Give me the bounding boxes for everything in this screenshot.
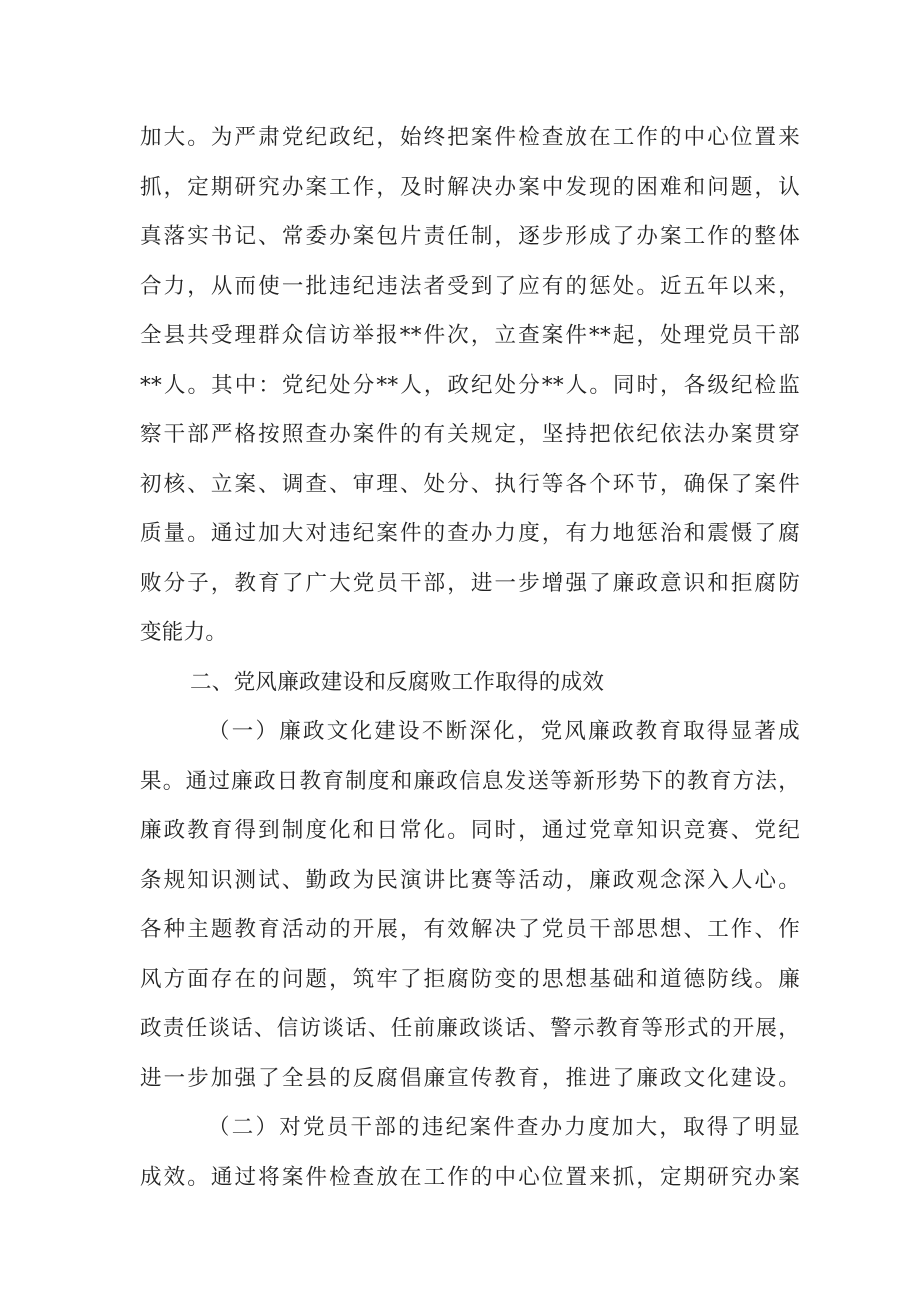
text-line: 政责任谈话、信访谈话、任前廉政谈话、警示教育等形式的开展， bbox=[140, 1016, 800, 1041]
text-line: 真落实书记、常委办案包片责任制，逐步形成了办案工作的整体 bbox=[140, 224, 800, 249]
paragraph-integrity-culture bbox=[140, 707, 800, 1103]
text-line: 条规知识测试、勤政为民演讲比赛等活动，廉政观念深入人心。 bbox=[140, 867, 800, 893]
paragraph-case-investigation bbox=[140, 113, 800, 658]
text-line: 果。通过廉政日教育制度和廉政信息发送等新形势下的教育方法， bbox=[140, 768, 800, 794]
text-line: **人。其中：党纪处分**人，政纪处分**人。同时，各级纪检监 bbox=[140, 372, 800, 398]
document-body bbox=[140, 113, 800, 1202]
text-line: 质量。通过加大对违纪案件的查办力度，有力地惩治和震慑了腐 bbox=[140, 521, 800, 546]
text-line: 廉政教育得到制度化和日常化。同时，通过党章知识竞赛、党纪 bbox=[140, 818, 800, 843]
paragraph-case-handling bbox=[140, 1103, 800, 1202]
text-line: （二）对党员干部的违纪案件查办力度加大，取得了明显 bbox=[208, 1115, 800, 1140]
text-line: 风方面存在的问题，筑牢了拒腐防变的思想基础和道德防线。廉 bbox=[140, 966, 800, 992]
text-line: 加大。为严肃党纪政纪，始终把案件检查放在工作的中心位置来 bbox=[140, 125, 800, 150]
text-line: 各种主题教育活动的开展，有效解决了党员干部思想、工作、作 bbox=[140, 917, 800, 942]
text-line: 成效。通过将案件检查放在工作的中心位置来抓，定期研究办案 bbox=[140, 1164, 800, 1190]
text-line: 全县共受理群众信访举报**件次，立查案件**起，处理党员干部 bbox=[140, 323, 800, 348]
text-line: 初核、立案、调查、审理、处分、执行等各个环节，确保了案件 bbox=[140, 471, 800, 497]
text-line: 进一步加强了全县的反腐倡廉宣传教育，推进了廉政文化建设。 bbox=[140, 1065, 800, 1091]
text-line: 合力，从而使一批违纪违法者受到了应有的惩处。近五年以来， bbox=[140, 273, 800, 299]
section-heading: 二、党风廉政建设和反腐败工作取得的成效 bbox=[190, 669, 605, 695]
text-line: （一）廉政文化建设不断深化，党风廉政教育取得显著成 bbox=[208, 719, 800, 744]
text-line: 抓，定期研究办案工作，及时解决办案中发现的困难和问题，认 bbox=[140, 174, 800, 200]
text-line: 察干部严格按照查办案件的有关规定，坚持把依纪依法办案贯穿 bbox=[140, 422, 800, 447]
text-line: 变能力。 bbox=[140, 620, 228, 645]
text-line: 败分子，教育了广大党员干部，进一步增强了廉政意识和拒腐防 bbox=[140, 570, 800, 596]
